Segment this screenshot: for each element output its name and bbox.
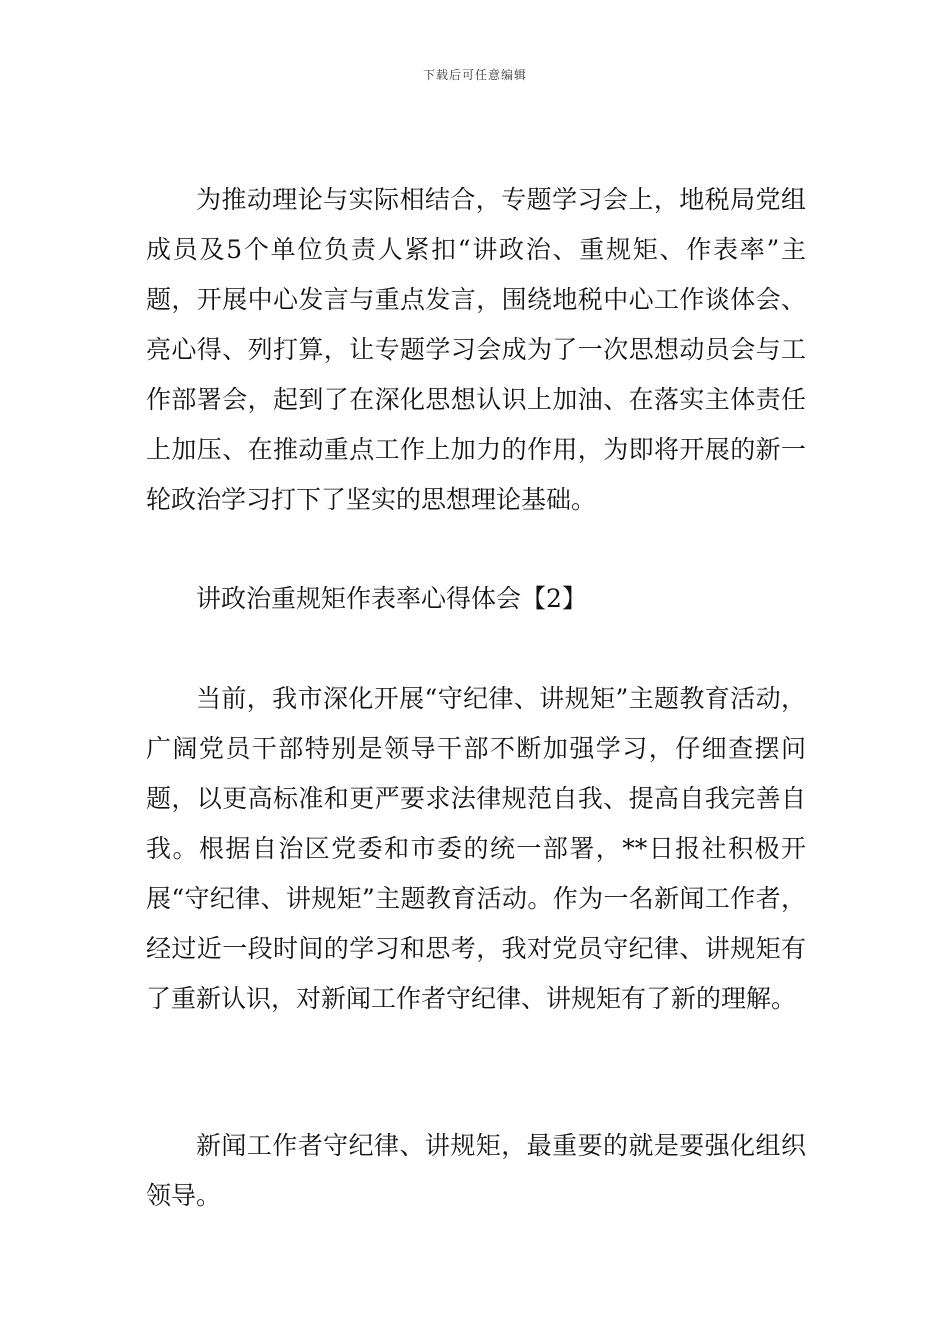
- body-paragraph-2: 当前，我市深化开展“守纪律、讲规矩”主题教育活动，广阔党员干部特别是领导干部不断加强学习，仔细查摆问题，以更高标准和更严要求法律规范自我、提高自我完善自我。根据自治区党委和市委的统一部署，**日报社积极开展“守纪律、讲规矩”主题教育活动。作为一名新闻工作者，经过近一段时间的学习和思考，我对党员守纪律、讲规矩有了重新认识，对新闻工作者守纪律、讲规矩有了新的理解。: [146, 684, 806, 1013]
- body-paragraph-3: 新闻工作者守纪律、讲规矩，最重要的就是要强化组织领导。: [146, 1131, 806, 1210]
- page-header-note: 下载后可任意编辑: [422, 68, 527, 82]
- section-heading: 讲政治重规矩作表率心得体会【2】: [196, 584, 587, 613]
- body-paragraph-1: 为推动理论与实际相结合，专题学习会上，地税局党组成员及5个单位负责人紧扣“讲政治、重规矩、作表率”主题，开展中心发言与重点发言，围绕地税中心工作谈体会、亮心得、列打算，让专题学习会成为了一次思想动员会与工作部署会，起到了在深化思想认识上加油、在落实主体责任上加压、在推动重点工作上加力的作用，为即将开展的新一轮政治学习打下了坚实的思想理论基础。: [146, 185, 806, 514]
